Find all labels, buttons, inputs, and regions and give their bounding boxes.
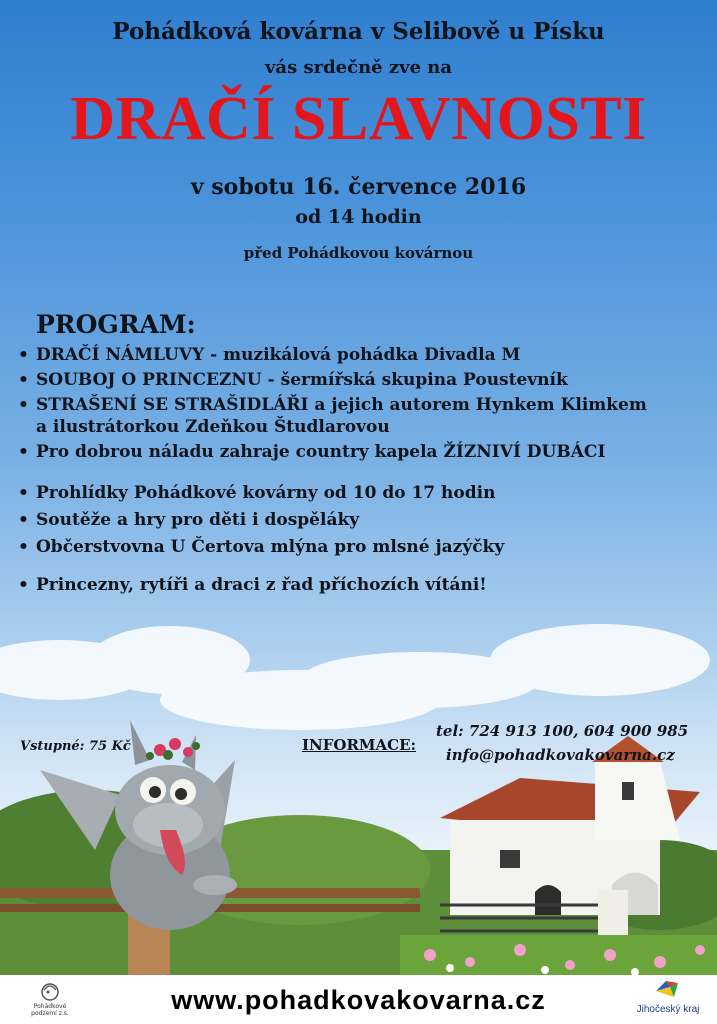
event-title: DRAČÍ SLAVNOSTI (70, 85, 647, 153)
program-item: • DRAČÍ NÁMLUVY - muzikálová pohádka Divadla M (14, 344, 647, 366)
organizer-line: Pohádková kovárna v Selibově u Písku (112, 18, 605, 45)
info-label: INFORMACE: (302, 736, 417, 754)
invite-line: vás srdečně zve na (264, 57, 453, 78)
program-title: PROGRAM: (36, 310, 196, 339)
program-item: • Soutěže a hry pro děti i dospěláky (14, 509, 647, 531)
event-time: od 14 hodin (295, 206, 422, 228)
event-date: v sobotu 16. července 2016 (190, 174, 527, 200)
program-list (14, 344, 647, 596)
program-item: • Prohlídky Pohádkové kovárny od 10 do 17 hodin (14, 482, 647, 504)
program-item: • STRAŠENÍ SE STRAŠIDLÁŘI a jejich autorem Hynkem Klimkem (14, 394, 647, 416)
program-item: • Občerstvovna U Čertova mlýna pro mlsné jazýčky (14, 536, 647, 558)
entry-fee: Vstupné: 75 Kč (20, 739, 131, 754)
program-item-continuation: a ilustrátorkou Zdeňkou Študlarovou (36, 417, 390, 437)
program-item: • Pro dobrou náladu zahraje country kapela ŽÍZNIVÍ DUBÁCI (14, 441, 647, 463)
email-link[interactable]: info@pohadkovakovarna.cz (446, 746, 675, 764)
left-logo-caption: Pohádkové podzemí z.s. (31, 1003, 69, 1017)
phone-numbers: tel: 724 913 100, 604 900 985 (436, 722, 689, 740)
event-place: před Pohádkovou kovárnou (243, 244, 474, 262)
program-item: • SOUBOJ O PRINCEZNU - šermířská skupina Poustevník (14, 369, 647, 391)
program-item: • Princezny, rytíři a draci z řad příchozích vítáni! (14, 574, 647, 596)
website-link[interactable]: www.pohadkovakovarna.cz (171, 985, 546, 1015)
right-logo-caption: Jihočeský kraj (636, 1004, 700, 1015)
jihocesky-kraj-logo-icon (652, 977, 682, 1001)
